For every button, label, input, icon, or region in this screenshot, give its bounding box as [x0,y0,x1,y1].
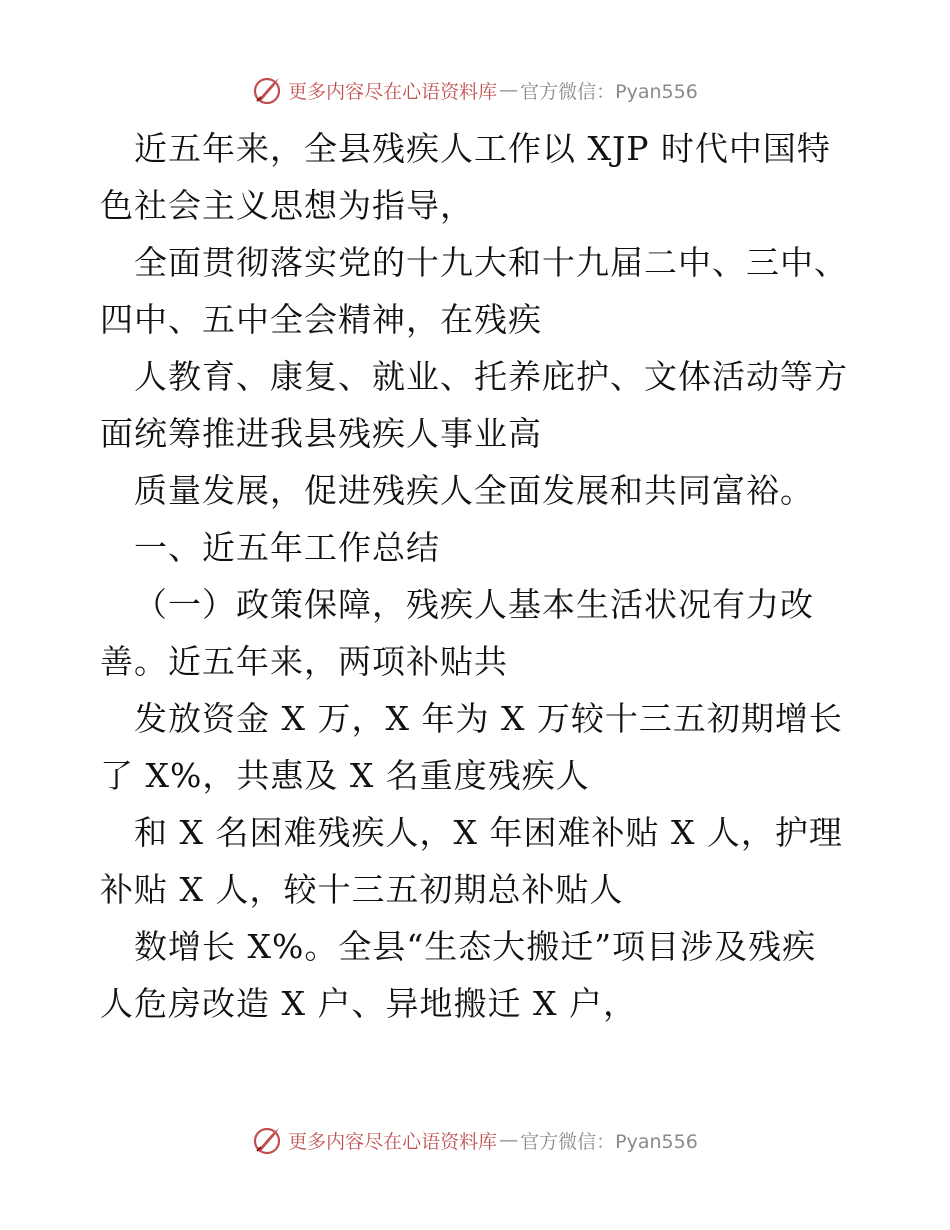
document-body [100,120,860,1032]
body-line: 质量发展，促进残疾人全面发展和共同富裕。 [134,471,814,510]
body-line: 人教育、康复、就业、托养庇护、文体活动等方 [134,357,848,396]
body-line: 近五年来，全县残疾人工作以 XJP 时代中国特 [134,129,831,168]
body-line: 数增长 X%。全县“生态大搬迁”项目涉及残疾 [134,927,817,966]
body-line: 了 X%，共惠及 X 名重度残疾人 [100,756,590,795]
body-line: 发放资金 X 万，X 年为 X 万较十三五初期增长 [134,699,843,738]
watermark-main-text: 更多内容尽在心语资料库 [288,1130,498,1153]
body-line: 人危房改造 X 户、异地搬迁 X 户， [100,984,637,1023]
watermark-main-text: 更多内容尽在心语资料库 [288,80,498,103]
subsection-heading: （一）政策保障，残疾人基本生活状况有力改 [134,585,814,624]
footer-watermark [0,1122,950,1158]
body-line: 和 X 名困难残疾人，X 年困难补贴 X 人，护理 [134,813,843,852]
body-line: 面统筹推进我县残疾人事业高 [100,414,542,453]
body-line: 色社会主义思想为指导， [100,186,474,225]
body-line: 四中、五中全会精神，在残疾 [100,300,542,339]
watermark-contact: 官方微信：Pyan556 [520,1130,698,1153]
body-line: 补贴 X 人，较十三五初期总补贴人 [100,870,624,909]
watermark-dash: — [499,79,519,101]
body-line: 善。近五年来，两项补贴共 [100,642,508,681]
body-line: 全面贯彻落实党的十九大和十九届二中、三中、 [134,243,848,282]
quill-logo-icon [252,1124,284,1156]
quill-logo-icon [252,74,284,106]
watermark-dash: — [499,1129,519,1151]
section-heading: 一、近五年工作总结 [134,528,440,567]
header-watermark [0,72,950,108]
watermark-contact: 官方微信：Pyan556 [520,80,698,103]
